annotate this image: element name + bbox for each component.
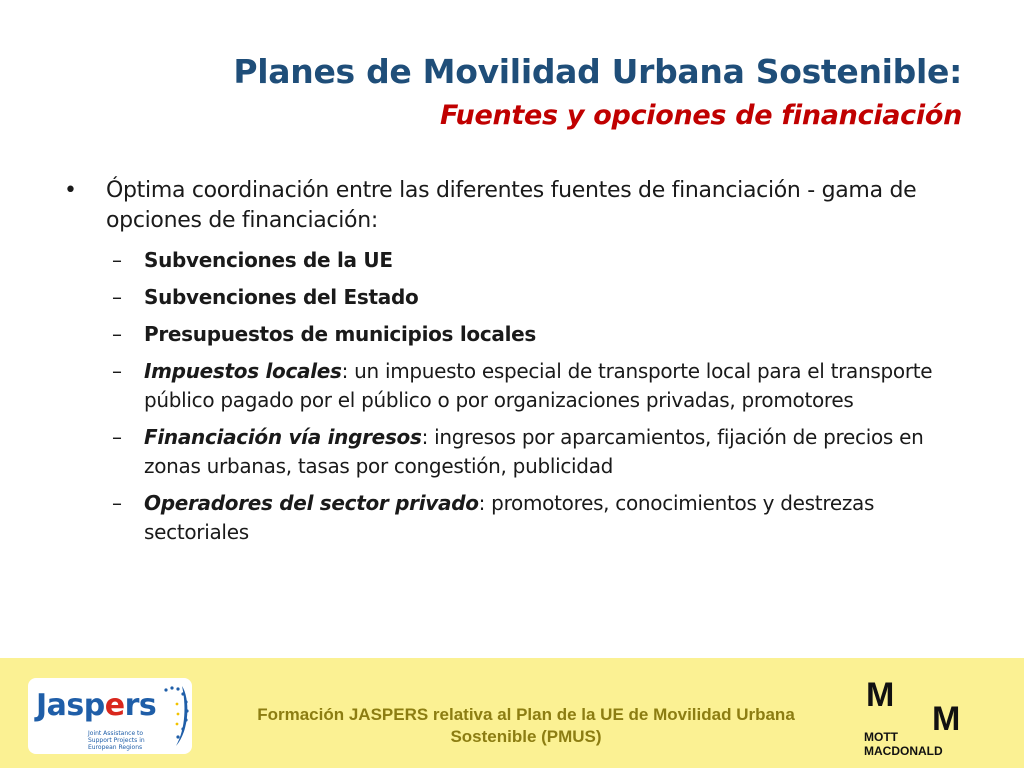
mm-letter: M: [866, 676, 895, 714]
sub-item-description: : un impuesto especial de transporte local para el transporte público pagado por el público o por organizaciones privadas, promotores: [144, 359, 933, 412]
footer-band: [0, 658, 1024, 768]
dash-mark: –: [112, 248, 122, 272]
sub-item-label: Presupuestos de municipios locales: [144, 322, 536, 346]
jaspers-wordmark: Jaspers: [36, 688, 157, 723]
sub-item: [112, 246, 958, 275]
sub-item-label: Impuestos locales: [144, 359, 342, 383]
footer-caption: Formación JASPERS relativa al Plan de la UE de Movilidad Urbana Sostenible (PMUS): [257, 705, 795, 746]
slide-body: [58, 176, 958, 555]
sub-item-label: Subvenciones del Estado: [144, 285, 419, 309]
slide-subtitle: Fuentes y opciones de financiación: [439, 100, 962, 131]
main-bullet: [58, 176, 958, 236]
dash-mark: –: [112, 322, 122, 346]
sub-item-label: Subvenciones de la UE: [144, 248, 393, 272]
dash-mark: –: [112, 491, 122, 515]
sub-item-description: : promotores, conocimientos y destrezas sectoriales: [144, 491, 875, 544]
dash-mark: –: [112, 425, 122, 449]
jaspers-tagline: Joint Assistance to Support Projects in European Regions: [88, 730, 145, 751]
sub-item: [112, 283, 958, 312]
mm-letter: M: [932, 700, 961, 738]
sub-item: [112, 489, 958, 547]
mm-company-name: MOTT MACDONALD: [864, 730, 943, 758]
dash-mark: –: [112, 285, 122, 309]
sub-item: [112, 423, 958, 481]
sub-item: [112, 357, 958, 415]
eu-stars-icon: [156, 684, 192, 748]
sub-item-label: Operadores del sector privado: [144, 491, 479, 515]
sub-item: [112, 320, 958, 349]
slide-title-block: [233, 52, 962, 134]
dash-mark: –: [112, 359, 122, 383]
sub-item-description: : ingresos por aparcamientos, fijación de precios en zonas urbanas, tasas por congestión, publicidad: [144, 425, 924, 478]
mott-macdonald-logo: [862, 676, 972, 760]
jaspers-logo: [28, 678, 192, 754]
main-bullet-text: Óptima coordinación entre las diferentes fuentes de financiación - gama de opciones de financiación:: [106, 178, 917, 233]
sub-list: [112, 246, 958, 547]
slide-title: Planes de Movilidad Urbana Sostenible:: [233, 52, 962, 91]
sub-item-label: Financiación vía ingresos: [144, 425, 422, 449]
bullet-mark: •: [64, 178, 77, 203]
